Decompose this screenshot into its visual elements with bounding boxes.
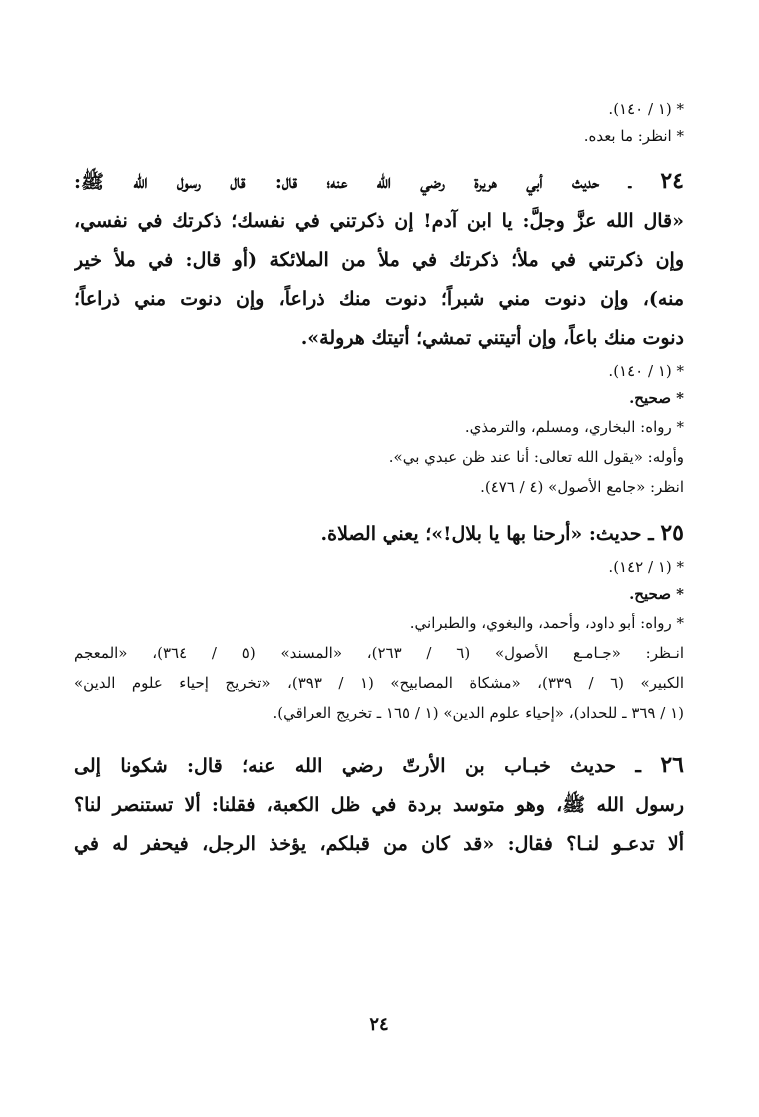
hadith-24-line-2: «قال الله عزَّ وجلَّ: يا ابن آدم! إن ذكرتني في نفسك؛ ذكرتك في نفسي، [74,210,684,232]
page-number: ٢٤ [369,1014,389,1035]
hadith-25-narrators: * رواه: أبو داود، وأحمد، والبغوي، والطبراني. [409,614,684,632]
hadith-24-line-1: ـ حديث أبي هريرة رضي الله عنه؛ قال: قال رسول الله ﷺ: [74,171,631,193]
hadith-24-line-5: دنوت منك باعاً، وإن أتيتني تمشي؛ أتيتك هرولة». [300,327,684,349]
document-page [74,96,684,1096]
hadith-26 [74,746,684,864]
hadith-25-number: ٢٥ [660,520,684,546]
hadith-25-text: ـ حديث: «أرحنا بها يا بلال!»؛ يعني الصلاة. [320,523,654,545]
hadith-24-see-also: انظر: «جامع الأصول» (٤ / ٤٧٦). [480,478,684,496]
hadith-25-see-line-3: (١ / ٣٦٩ ـ للحداد)، «إحياء علوم الدين» (١ / ١٦٥ ـ تخريج العراقي). [272,704,684,722]
hadith-24-line-4: منه)، وإن دنوت مني شبراً؛ دنوت منك ذراعاً، وإن دنوت مني ذراعاً؛ [74,288,684,310]
hadith-26-number: ٢٦ [660,752,684,778]
prev-see-also: * انظر: ما بعده. [583,127,684,145]
hadith-25-reference: * (١ / ١٤٢). [608,558,684,576]
hadith-24-beginning: وأوله: «يقول الله تعالى: أنا عند ظن عبدي بي». [388,448,684,466]
hadith-24-reference: * (١ / ١٤٠). [608,362,684,380]
hadith-26-line-1: ـ حديث خبـاب بن الأرتّ رضي الله عنه؛ قال: شكونا إلى [74,755,641,777]
hadith-24 [74,162,684,502]
hadith-24-grade: * صحيح. [629,389,684,407]
hadith-25-see-line-1: انـظر: «جـامـع الأصول» (٦ / ٢٦٣)، «المسند» (٥ / ٣٦٤)، «المعجم [74,644,684,662]
hadith-24-narrators: * رواه: البخاري، ومسلم، والترمذي. [464,418,684,436]
hadith-26-line-2: رسول الله ﷺ، وهو متوسد بردة في ظل الكعبة، فقلنا: ألا تستنصر لنا؟ [74,794,684,816]
hadith-24-line-3: وإن ذكرتني في ملأ؛ ذكرتك في ملأ من الملائكة (أو قال: في ملأ خير [74,249,684,271]
prev-reference: * (١ / ١٤٠). [608,100,684,118]
hadith-25 [74,514,684,728]
hadith-26-line-3: ألا تدعـو لنـا؟ فقال: «قد كان من قبلكم، يؤخذ الرجل، فيحفر له في [74,833,684,855]
hadith-24-number: ٢٤ [660,168,684,194]
hadith-25-grade: * صحيح. [629,585,684,603]
hadith-25-see-line-2: الكبير» (٦ / ٣٣٩)، «مشكاة المصابيح» (١ / ٣٩٣)، «تخريج إحياء علوم الدين» [74,674,684,692]
